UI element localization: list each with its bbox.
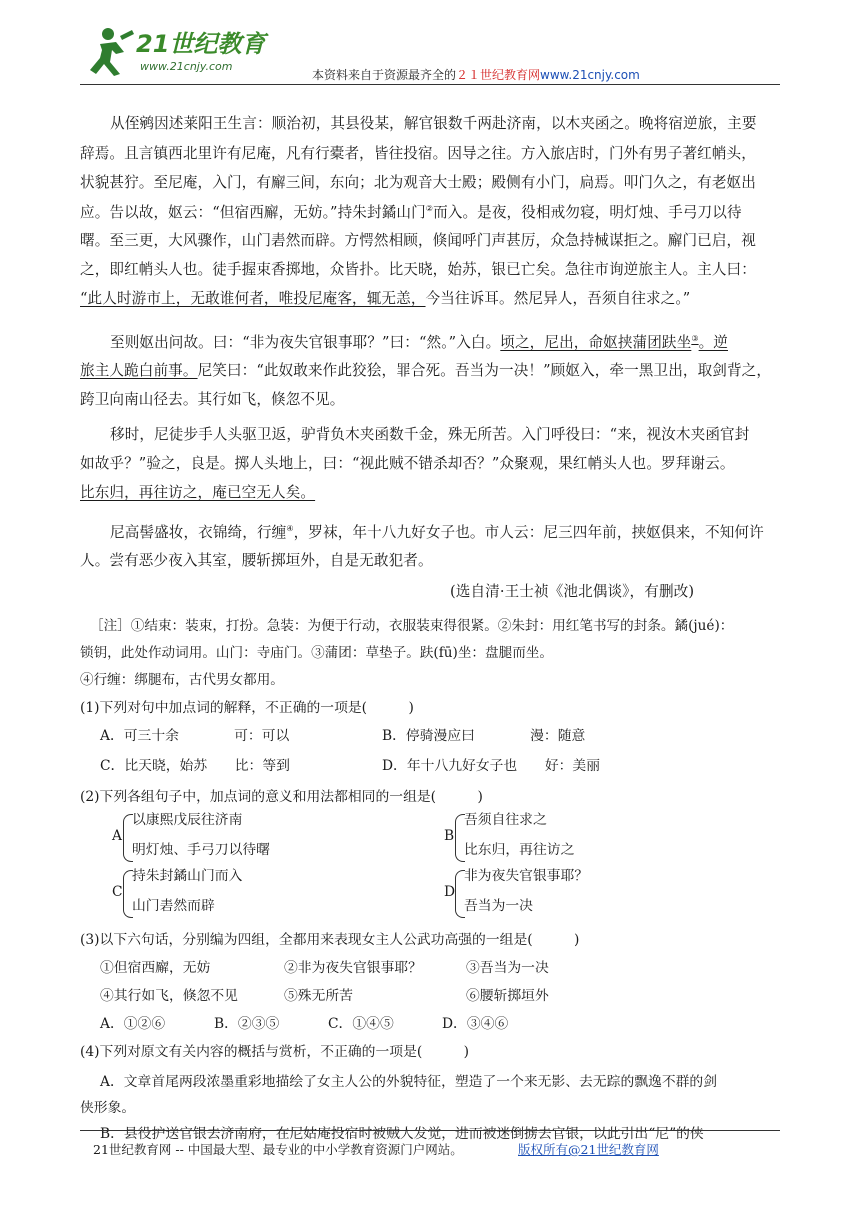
header-source-site[interactable]: ２１世纪教育网 (456, 68, 541, 82)
underlined-sentence: 。逆 (698, 333, 728, 351)
q1-option[interactable]: A．可三十余 可：可以 (100, 728, 290, 744)
passage-line: 跨卫向南山径去。其行如飞，倏忽不见。 (80, 391, 345, 408)
footnote-marker: ④ (286, 524, 294, 533)
q2-sentence: 以康熙戊辰往济南 (132, 812, 243, 828)
passage-line: 从侄鹓因述莱阳王生言：顺治初，其县役某，解官银数千两赴济南，以木夹函之。晚将宿逆旅，主要 (110, 115, 757, 132)
q1-option[interactable]: D．年十八九好女子也 好：美丽 (382, 758, 601, 774)
note-line: ④行缠：绑腿布，古代男女都用。 (80, 672, 284, 688)
citation: (选自清·王士祯《池北偶谈》，有删改) (450, 583, 695, 600)
q4-option-line: 侠形象。 (80, 1100, 136, 1116)
passage-segment: 尼高髻盛妆，衣锦绮，行缠 (110, 523, 287, 541)
underlined-sentence: 旅主人跪白前事。 (80, 362, 198, 379)
footer-text: 21世纪教育网 -- 中国最大型、最专业的中小学教育资源门户网站。 (93, 1142, 463, 1157)
passage-line: 状貌甚狞。至尼庵，入门，有廨三间，东向；北为观音大士殿；殿侧有小门，扃焉。叩门久之，有老妪出 (80, 174, 756, 191)
q3-item: ④其行如飞，倏忽不见 (100, 988, 238, 1004)
q2-sentence: 明灯烛、手弓刀以待曙 (132, 842, 270, 858)
q4-option-line[interactable]: B．县役护送官银去济南府，在尼姑庵投宿时被贼人发觉，进而被迷倒掳去官银，以此引出“尼”的侠 (100, 1122, 704, 1142)
question-4-stem: (4)下列对原文有关内容的概括与赏析，不正确的一项是( ) (80, 1044, 470, 1060)
q2-sentence: 山门砉然而辟 (132, 898, 215, 914)
q3-item: ③吾当为一决 (466, 960, 549, 976)
passage-line (80, 486, 315, 501)
q4-option-line[interactable]: A．文章首尾两段浓墨重彩地描绘了女主人公的外貌特征，塑造了一个来无影、去无踪的飘逸不群的剑 (100, 1074, 718, 1090)
question-2-stem: (2)下列各组句子中，加点词的意义和用法都相同的一组是( ) (80, 789, 483, 805)
q3-option[interactable]: C．①④⑤ (328, 1016, 394, 1032)
q3-option[interactable]: D．③④⑥ (442, 1016, 509, 1032)
header-source-prefix: 本资料来自于资源最齐全的 (312, 68, 457, 82)
runner-icon (90, 28, 134, 76)
logo-text: 21世纪教育 (136, 30, 266, 58)
passage-segment: 至则妪出问故。曰：“非为夜失官银事耶？”曰：“然。”入白。 (110, 333, 501, 351)
passage-line: 曙。至三更，大风骤作，山门砉然而辟。方愕然相顾，倏闻呼门声甚厉，众急持械谋拒之。廨门已启，视 (80, 232, 756, 249)
q2-option-letter[interactable]: C (112, 884, 123, 900)
q2-option-letter[interactable]: D (444, 884, 456, 900)
passage-line (80, 292, 690, 307)
q2-sentence: 吾当为一决 (464, 898, 533, 914)
underlined-sentence: 顷之，尼出，命妪挟蒲团趺坐 (500, 333, 692, 351)
footnote-marker: ② (425, 204, 434, 213)
question-1-stem: (1)下列对句中加点词的解释，不正确的一项是( ) (80, 700, 414, 716)
footnote-marker: ③ (691, 334, 699, 343)
q1-option[interactable]: B．停骑漫应曰 漫：随意 (382, 728, 586, 744)
footer-copyright-link[interactable]: 版权所有@21世纪教育网 (518, 1142, 659, 1157)
note-line: ［注］①结束：装束，打扮。急装：为便于行动，衣服装束得很紧。②朱封：用红笔书写的封条。鐍(jué)： (90, 618, 734, 634)
q2-sentence: 吾须自往求之 (464, 812, 547, 828)
header-divider (80, 84, 780, 85)
passage-line: 如故乎？”验之，良是。掷人头地上，曰：“视此贼不错杀却否？”众聚观，果红帩头人也。罗拜谢云。 (80, 455, 735, 472)
header-source (312, 66, 640, 83)
logo-url: www.21cnjy.com (140, 60, 233, 73)
q2-option-letter[interactable]: B (444, 828, 455, 844)
passage-line (80, 364, 771, 379)
passage-line (80, 205, 742, 220)
passage-segment: ，罗袜，年十八九好女子也。市人云：尼三四年前，挟妪俱来，不知何许 (293, 523, 764, 541)
passage-line (110, 335, 728, 350)
passage-line: 移时，尼徒步手人头驱卫返，驴背负木夹函数千金，殊无所苦。入门呼役曰：“来，视汝木夹函官封 (110, 426, 750, 443)
passage-segment: 今当往诉耳。然尼异人，吾须自往求之。” (425, 290, 691, 307)
header-source-url[interactable]: www.21cnjy.com (540, 68, 640, 82)
passage-segment: 而入。是夜，役相戒勿寝，明灯烛、手弓刀以待 (433, 203, 742, 221)
question-3-stem: (3)以下六句话，分别编为四组，全都用来表现女主人公武功高强的一组是( ) (80, 932, 580, 948)
q3-item: ⑤殊无所苦 (284, 988, 353, 1004)
footer-divider (80, 1130, 780, 1131)
q1-option[interactable]: C．比天晓，始苏 比：等到 (100, 758, 290, 774)
passage-line (110, 525, 764, 540)
q3-option[interactable]: B．②③⑤ (214, 1016, 280, 1032)
note-line: 锁钥，此处作动词用。山门：寺庙门。③蒲团：草垫子。趺(fū)坐：盘腿而坐。 (80, 645, 553, 661)
passage-line: 人。尝有恶少夜入其室，腰斩掷垣外，自是无敢犯者。 (80, 552, 433, 569)
underlined-sentence: “此人时游市上，无敢谁何者，唯投尼庵客，辄无恙， (80, 290, 426, 307)
q3-option[interactable]: A．①②⑥ (100, 1016, 166, 1032)
passage-line: 之，即红帩头人也。徒手握束香掷地，众皆扑。比天晓，始苏，银已亡矣。急往市询逆旅主人。主人曰： (80, 261, 756, 278)
passage-segment: 应。告以故，妪云：“但宿西廨，无妨。”持朱封鐍山门 (80, 203, 426, 221)
site-logo (86, 22, 296, 80)
q3-item: ①但宿西廨，无妨 (100, 960, 211, 976)
q2-sentence: 比东归，再往访之 (464, 842, 575, 858)
passage-segment: 尼笑曰：“此奴敢来作此狡狯，罪合死。吾当为一决！”顾妪入，牵一黑卫出，取剑背之， (197, 362, 772, 379)
q3-item: ⑥腰斩掷垣外 (466, 988, 549, 1004)
underlined-sentence: 比东归，再往访之，庵已空无人矣。 (80, 484, 316, 501)
passage-line: 辞焉。且言镇西北里许有尼庵，凡有行橐者，皆往投宿。因导之往。方入旅店时，门外有男子著红帩头， (80, 145, 756, 162)
q2-sentence: 非为夜失官银事耶？ (464, 868, 589, 884)
q2-option-letter[interactable]: A (112, 828, 122, 844)
q2-sentence: 持朱封鐍山门而入 (132, 868, 243, 884)
q3-item: ②非为夜失官银事耶？ (284, 960, 422, 976)
